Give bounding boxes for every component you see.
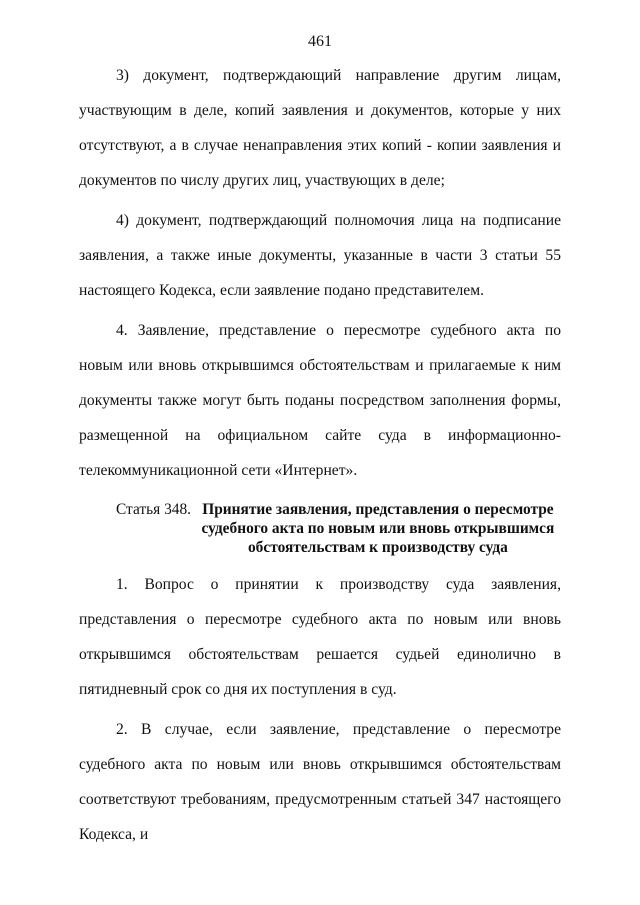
article-title bbox=[195, 500, 561, 557]
article-title-line: обстоятельствам к производству суда bbox=[247, 539, 508, 556]
paragraph-part-2: 2. В случае, если заявление, представление о пересмотре судебного акта по новым или вновь открывшимся обстоятельствам соответствуют требованиям, предусмотренным статьей 347 настоящего Кодекса, и bbox=[79, 721, 561, 843]
page-number: 461 bbox=[308, 33, 332, 50]
article-number: Статья 348. bbox=[116, 501, 195, 518]
article-title-line: судебного акта по новым или вновь открывшимся bbox=[201, 520, 555, 537]
paragraph-item-4: 4) документ, подтверждающий полномочия лица на подписание заявления, а также иные документы, указанные в части 3 статьи 55 настоящего Кодекса, если заявление подано представителем. bbox=[79, 212, 561, 299]
paragraph-part-1: 1. Вопрос о принятии к производству суда заявления, представления о пересмотре судебного акта по новым или вновь открывшимся обстоятельствам решается судьей единолично в пятидневный срок со дня их поступления в суд. bbox=[79, 576, 561, 698]
document-body bbox=[79, 58, 561, 852]
paragraph-item-3: 3) документ, подтверждающий направление другим лицам, участвующим в деле, копий заявления и документов, которые у них отсутствуют, а в случае ненаправления этих копий - копии заявления и документов по числу других лиц, участвующих в деле; bbox=[79, 67, 561, 189]
paragraph-part-4: 4. Заявление, представление о пересмотре судебного акта по новым или вновь открывшимся обстоятельствам и прилагаемые к ним документы также могут быть поданы посредством заполнения формы, размещенной на официальном сайте суда в информационно-телекоммуникационной сети «Интернет». bbox=[79, 322, 561, 479]
article-title-line: Принятие заявления, представления о пересмотре bbox=[202, 501, 554, 518]
article-heading bbox=[79, 500, 561, 557]
